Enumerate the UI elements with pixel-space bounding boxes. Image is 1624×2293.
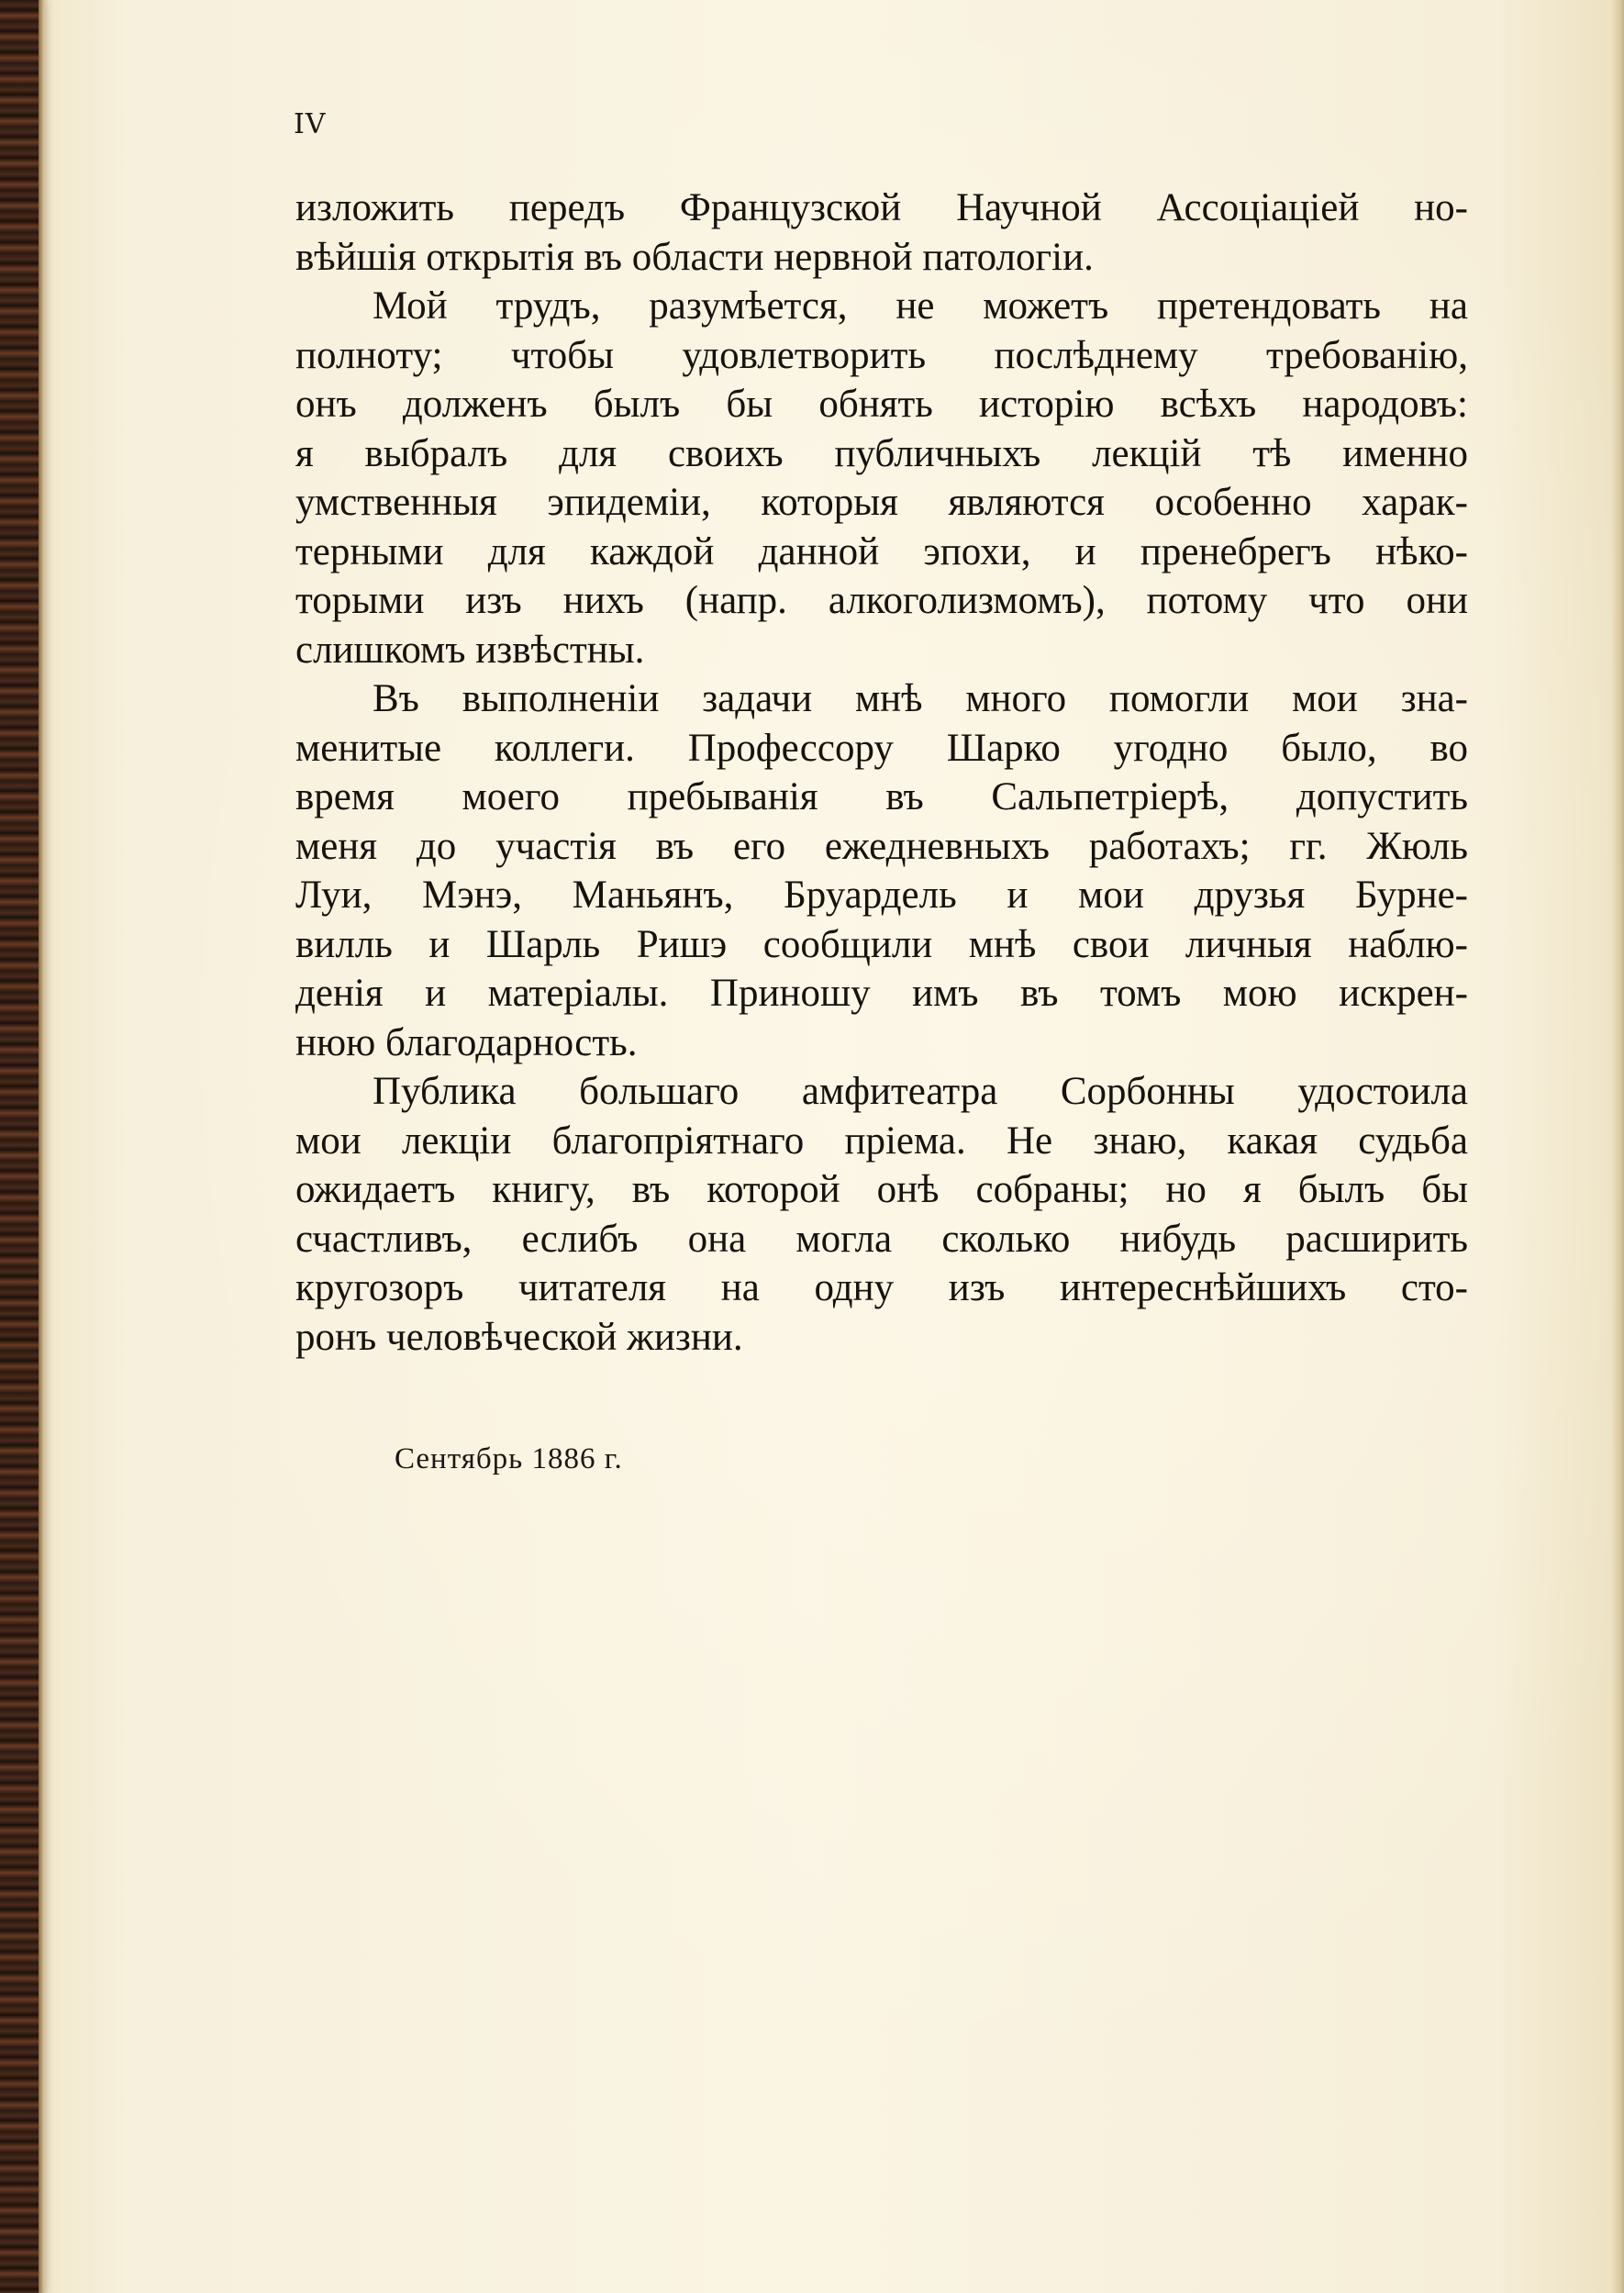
text-line: изложить передъ Французской Научной Ассоціаціей но-: [295, 186, 1468, 229]
book-binding: [0, 0, 39, 2293]
text-line: кругозоръ читателя на одну изъ интереснѣйшихъ сто-: [295, 1266, 1468, 1309]
paragraph-3: [295, 674, 1468, 1067]
text-line: Въ выполненіи задачи мнѣ много помогли мои зна-: [373, 677, 1468, 720]
paragraph-2: [295, 282, 1468, 674]
text-line: вилль и Шарль Ришэ сообщили мнѣ свои личныя наблю-: [295, 922, 1468, 966]
body-text: [295, 184, 1468, 1362]
text-line: слишкомъ извѣстны.: [295, 628, 645, 672]
text-line: мои лекціи благопріятнаго пріема. Не знаю, какая судьба: [295, 1119, 1468, 1163]
date-signature: Сентябрь 1886 г.: [395, 1442, 623, 1475]
text-line: я выбралъ для своихъ публичныхъ лекцій тѣ именно: [295, 431, 1468, 475]
paragraph-1: [295, 184, 1468, 282]
text-line: Публика большаго амфитеатра Сорбонны удостоила: [373, 1070, 1468, 1113]
text-line: денія и матеріалы. Приношу имъ въ томъ мою искрен-: [295, 972, 1468, 1015]
text-line: полноту; чтобы удовлетворить послѣднему требованію,: [295, 333, 1468, 377]
binding-shadow: [39, 0, 48, 2293]
text-line: меня до участія въ его ежедневныхъ работахъ; гг. Жюль: [295, 824, 1468, 868]
text-line: вѣйшія открытія въ области нервной патологіи.: [295, 235, 1094, 279]
text-line: нюю благодарность.: [295, 1020, 638, 1064]
text-line: ожидаетъ книгу, въ которой онѣ собраны; но я былъ бы: [295, 1168, 1468, 1211]
page-edge: [1611, 0, 1624, 2293]
text-line: Мой трудъ, разумѣется, не можетъ претендовать на: [373, 284, 1468, 328]
text-line: онъ долженъ былъ бы обнять исторію всѣхъ народовъ:: [295, 383, 1468, 426]
text-line: Луи, Мэнэ, Маньянъ, Бруардель и мои друзья Бурне-: [295, 874, 1468, 917]
page-number: IV: [294, 108, 327, 140]
text-line: счастливъ, еслибъ она могла сколько нибудь расширить: [295, 1217, 1468, 1261]
text-line: ронъ человѣческой жизни.: [295, 1315, 743, 1359]
paragraph-4: [295, 1067, 1468, 1362]
text-line: торыми изъ нихъ (напр. алкоголизмомъ), потому что они: [295, 579, 1468, 622]
text-line: время моего пребыванія въ Сальпетріерѣ, допустить: [295, 775, 1468, 818]
text-line: менитые коллеги. Профессору Шарко угодно было, во: [295, 726, 1468, 770]
text-line: терными для каждой данной эпохи, и пренебрегъ нѣко-: [295, 529, 1468, 573]
text-line: умственныя эпидеміи, которыя являются особенно харак-: [295, 481, 1468, 524]
